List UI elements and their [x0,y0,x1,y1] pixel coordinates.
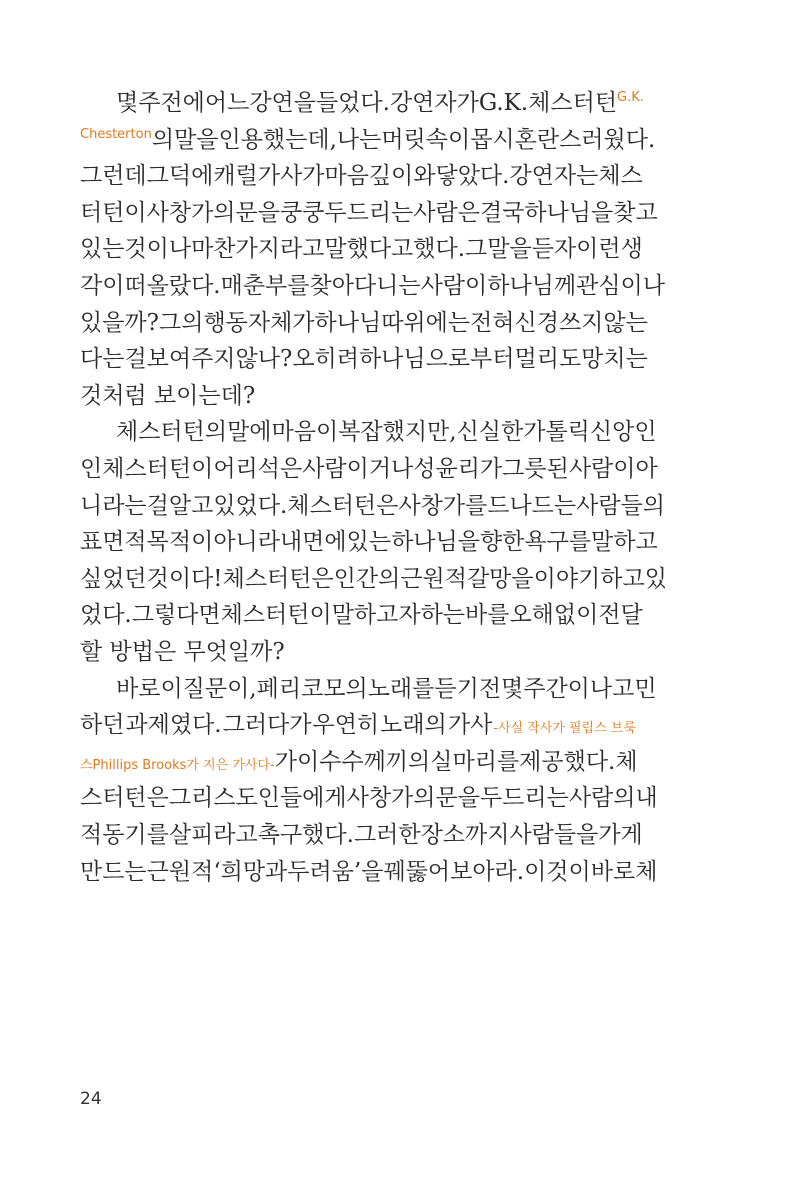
word: 오히려 [292,346,359,373]
word: 노래를 [367,675,435,702]
word: 과제였다. [125,712,222,739]
word: 그렇다면 [131,602,221,629]
word: 그러한 [353,822,421,848]
word: 결국 [479,199,525,226]
word: 마찬가지라고 [191,236,325,263]
word: 알고 [168,492,214,519]
word: 신앙인 [589,419,657,446]
word: 근원적 [146,858,214,885]
word: 가톨릭 [523,419,590,446]
word: 싶었던 [80,565,147,592]
word: 그의 [159,309,204,336]
word: 바를 [465,602,510,629]
word: 듣자 [531,236,577,263]
word: 인용했는데, [218,126,337,153]
word: 성 [413,456,436,482]
text-line [80,271,665,301]
word: 노래의 [380,712,447,739]
word: 캐럴 [213,163,258,190]
word: 체스터턴 [528,90,618,116]
word: 적 [80,822,103,848]
word: 체스터턴의 [116,419,228,446]
word: 마음 [324,163,369,190]
word: 강연자가 [389,90,479,116]
word: 문을 [235,199,280,226]
word: 자체가 [247,309,315,336]
word: 하나님을 [391,529,480,556]
text-line [80,198,658,228]
annotation: G.K. [617,90,644,105]
word: 사람들을 [509,822,599,848]
text-line [80,820,643,850]
word: 만드는 [80,858,147,885]
word: 어느 [204,90,250,116]
word: ‘희망과 [213,858,288,885]
word: 두드리는 [324,199,414,226]
text-line [80,600,643,630]
word: 따위에는 [381,309,471,336]
word: 목적이 [146,529,214,556]
word: 인간의 [333,565,401,592]
word: 이런 [576,236,621,263]
word: 가사가 [257,163,325,190]
word: 가 [274,748,297,775]
word: 가게 [598,822,643,848]
word: G.K. [478,90,529,116]
word: 니라는 [80,492,147,519]
word: 찾고 [613,199,658,226]
text-line [80,344,648,374]
word: 사람이 [420,273,488,299]
word: 머릿속이 [381,126,471,153]
word: 깊이 [368,163,414,190]
text-segment: 것처럼 보이는데? [80,382,256,409]
text-line [80,454,658,484]
word: 질문이, [182,675,257,702]
word: 혼란스러웠다. [514,126,656,153]
word: 윤리가 [435,456,503,482]
word: 쓰지 [558,309,604,336]
text-line [80,491,665,521]
word: 이것이 [524,858,591,885]
word: 떠올랐다. [124,273,221,299]
text-line [116,674,657,704]
word: 않나? [235,346,293,373]
word: 하나님을 [524,199,614,226]
word: 것이나 [124,236,192,263]
word: 고민 [612,675,657,702]
word: 하나님 [314,309,382,336]
word: 말하고 [591,529,658,556]
word: 우연히 [312,712,380,739]
word: 내면에 [279,529,347,556]
word: 주지 [191,346,236,373]
inline-annotation: -사실 작사가 필립스 브룩 [493,721,636,737]
word: 전혀 [470,309,515,336]
text-line [80,637,636,667]
text-line [116,417,657,447]
word: 갈망을 [466,565,534,592]
word: 전 [478,675,502,702]
word: 두드리는 [479,785,569,812]
word: 그리스도인들에게 [168,785,347,812]
word: 내 [635,785,658,812]
word: 걸 [124,346,147,373]
word: 행동 [203,309,248,336]
word: 었다. [80,602,132,629]
word: 그 [146,163,169,190]
annotation: Chesterton [80,126,152,142]
word: 드나드는 [487,492,577,519]
word: 욕구를 [524,529,592,556]
word: 있 [644,565,667,592]
word: 하던 [80,712,125,739]
word: 문을 [435,785,480,812]
word: 사람이 [568,456,636,482]
word: 아니라 [213,529,280,556]
word: 않는 [603,309,648,336]
word: 신경 [514,309,559,336]
text-line [80,308,648,338]
word: 그릇된 [502,456,569,482]
word: 말했다고 [324,236,414,263]
word: 전달 [598,602,643,629]
word: 말을 [487,236,532,263]
word: 그러다가 [222,712,312,739]
word: 다는 [80,346,125,373]
word: 체 [615,748,638,775]
word: 있는 [346,529,392,556]
word: 도망치는 [558,346,648,373]
word: 향한 [479,529,525,556]
word: 있는 [80,236,125,263]
word: 했다. [413,236,466,263]
word: 체스터턴은 [222,565,334,592]
text-line [80,527,658,557]
word: 사람이거나 [302,456,414,482]
word: 그 [465,236,488,263]
word: 아 [635,456,658,482]
word: 것이다! [146,565,223,592]
text-segment: 할 방법은 무엇일까? [80,639,285,665]
word: 동기를 [102,822,169,848]
word: 몇 [501,675,524,702]
word: 쿵쿵 [279,199,325,226]
word: 살피라고 [168,822,258,848]
word: 들었다. [315,90,390,116]
word: 걸 [146,492,169,519]
word: 가사 [447,712,493,739]
word: 체 [635,858,658,885]
word: 주 [138,90,161,116]
page-number: 24 [80,1089,102,1109]
word: 없이 [553,602,599,629]
word: 체스 [598,163,643,190]
word: 덕에 [168,163,214,190]
word: 이 [160,675,183,702]
word: 말에 [227,419,272,446]
word: 사람의 [568,785,636,812]
word: 말을 [174,126,219,153]
word: 강연을 [249,90,316,116]
word: 수수께끼의 [319,748,431,775]
word: 근원적 [400,565,467,592]
word: 매춘부를 [220,273,310,299]
word: 장소까지 [420,822,510,848]
word: 바로 [590,858,636,885]
word: 신실한 [456,419,524,446]
word: 하는 [420,602,466,629]
word: 촉구했다. [257,822,354,848]
text-line [80,381,636,411]
word: 이야기하고 [533,565,645,592]
word: 마음이 [271,419,339,446]
word: 체스터턴이 [102,456,214,482]
word: 사창가를 [398,492,488,519]
word: 생 [620,236,643,263]
word: 주간이나 [523,675,613,702]
word: 있었다. [213,492,288,519]
word: 각이 [80,273,125,299]
word: 멀리 [514,346,559,373]
word: 복잡했지만, [338,419,457,446]
word: 그런데 [80,163,147,190]
word: 말하고자 [331,602,421,629]
word: 있을까? [80,309,159,336]
text-line [80,747,636,777]
word: 나는 [336,126,382,153]
word: 닿았다. [435,163,510,190]
word: 보여 [146,346,192,373]
word: 실마리를 [430,748,520,775]
word: 와 [413,163,436,190]
word: 전에 [160,90,205,116]
word: 제공했다. [519,748,616,775]
inline-annotation: 스Phillips Brooks가 지은 가사다- [80,757,275,773]
word: 사창가의 [146,199,236,226]
word: 코모의 [301,675,368,702]
word: 바로 [116,675,161,702]
word: 몇 [116,90,139,116]
word: 인 [80,456,103,482]
text-line [116,88,644,118]
word: 하나님으로부터 [358,346,515,373]
word: 체스터턴은 [287,492,399,519]
text-line [80,161,643,191]
word: 이 [296,748,320,775]
text-line [80,783,658,813]
word: 관심이나 [576,273,665,299]
text-line [80,125,656,155]
text-line [80,710,636,740]
word: 꿰뚫어 [383,858,451,885]
word: 스터턴은 [80,785,169,812]
word: 두려움’을 [287,858,384,885]
word: 사람들의 [576,492,665,519]
word: 하나님께 [487,273,577,299]
word: 어리석은 [213,456,303,482]
word: 찾아다니는 [309,273,421,299]
word: 사람은 [413,199,480,226]
word: 의 [151,126,175,153]
word: 터턴이 [80,199,147,226]
word: 표면적 [80,529,147,556]
word: 몹시 [470,126,515,153]
word: 체스터턴이 [220,602,332,629]
word: 듣기 [434,675,479,702]
text-line [80,857,658,887]
word: 오해 [509,602,554,629]
word: 페리 [256,675,302,702]
word: 사창가의 [346,785,436,812]
text-line [80,564,667,594]
word: 보아라. [450,858,525,885]
text-line [80,234,643,264]
word: 강연자는 [509,163,599,190]
